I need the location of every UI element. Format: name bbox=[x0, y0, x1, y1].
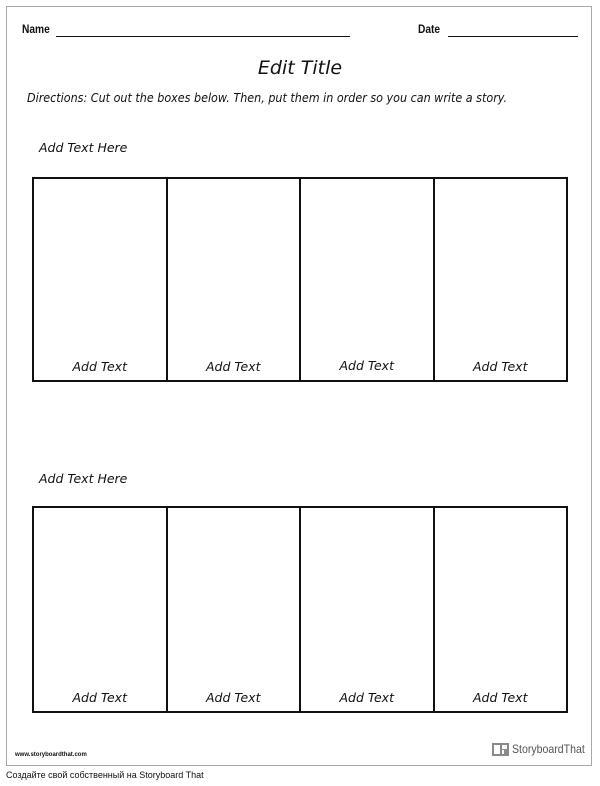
story-cell[interactable] bbox=[301, 508, 435, 711]
story-cell[interactable] bbox=[34, 179, 168, 380]
directions-text[interactable]: Directions: Cut out the boxes below. Then, put them in order so you can write a story. bbox=[27, 91, 508, 105]
cell-caption[interactable]: Add Text bbox=[72, 359, 127, 374]
storyboardthat-brand bbox=[492, 742, 595, 756]
cell-caption[interactable]: Add Text bbox=[206, 690, 261, 705]
cell-caption[interactable]: Add Text bbox=[206, 359, 261, 374]
create-your-own-caption[interactable]: Создайте свой собственный на Storyboard That bbox=[6, 770, 204, 780]
date-label: Date bbox=[418, 22, 441, 36]
section-2-strip bbox=[32, 506, 568, 713]
story-cell[interactable] bbox=[301, 179, 435, 380]
section-1-label[interactable]: Add Text Here bbox=[39, 140, 128, 155]
footer-url: www.storyboardthat.com bbox=[15, 752, 87, 758]
cell-caption[interactable]: Add Text bbox=[72, 690, 127, 705]
cell-caption[interactable]: Add Text bbox=[339, 358, 394, 373]
worksheet-title[interactable]: Edit Title bbox=[257, 57, 343, 79]
story-cell[interactable] bbox=[34, 508, 168, 711]
date-field-line[interactable] bbox=[448, 36, 578, 37]
section-2-label[interactable]: Add Text Here bbox=[39, 471, 128, 486]
section-1-strip bbox=[32, 177, 568, 382]
cell-caption[interactable]: Add Text bbox=[473, 690, 528, 705]
story-cell[interactable] bbox=[168, 179, 302, 380]
name-field-line[interactable] bbox=[56, 36, 350, 37]
story-cell[interactable] bbox=[168, 508, 302, 711]
storyboard-logo-icon bbox=[492, 743, 509, 756]
name-label: Name bbox=[22, 22, 50, 36]
brand-name: StoryboardThat bbox=[512, 742, 585, 756]
cell-caption[interactable]: Add Text bbox=[339, 690, 394, 705]
story-cell[interactable] bbox=[435, 508, 567, 711]
cell-caption[interactable]: Add Text bbox=[473, 359, 528, 374]
story-cell[interactable] bbox=[435, 179, 567, 380]
